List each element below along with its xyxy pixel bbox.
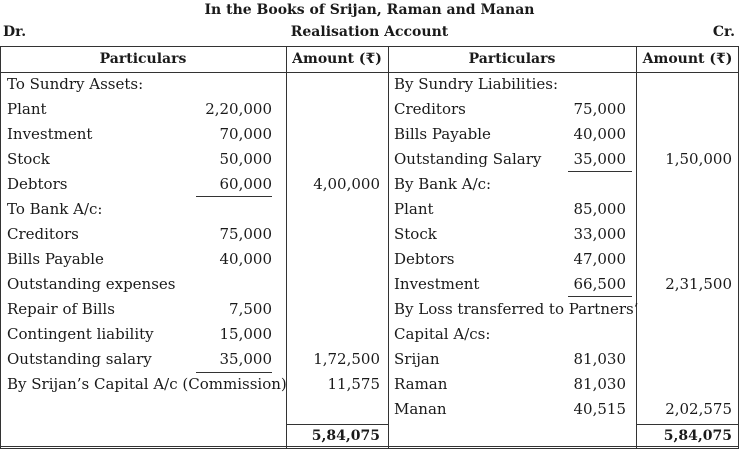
debit-row-label: Contingent liability bbox=[7, 325, 154, 343]
debit-row-amount: 4,00,000 bbox=[313, 175, 380, 193]
credit-row-amount bbox=[636, 297, 732, 322]
credit-row-amount bbox=[636, 197, 732, 222]
credit-row-label: Raman bbox=[394, 375, 448, 393]
debit-row-amount bbox=[286, 297, 380, 322]
credit-row-amount bbox=[636, 172, 732, 197]
credit-row-label: Investment bbox=[394, 275, 480, 293]
credit-row-label: Outstanding Salary bbox=[394, 150, 542, 168]
credit-row-amount bbox=[636, 372, 732, 397]
debit-row-label: Outstanding expenses bbox=[7, 275, 176, 293]
credit-row-label: Manan bbox=[394, 400, 447, 418]
debit-row-amount bbox=[286, 247, 380, 272]
account-title: Realisation Account bbox=[290, 24, 449, 40]
debit-row-label: To Bank A/c: bbox=[7, 200, 103, 218]
credit-row-sub-amount: 40,515 bbox=[573, 400, 626, 418]
debit-row-amount bbox=[286, 272, 380, 297]
debit-row-label: Creditors bbox=[7, 225, 79, 243]
debit-row-sub-amount bbox=[172, 397, 272, 422]
debit-row-amount: 1,72,500 bbox=[313, 350, 380, 368]
debit-row-amount bbox=[286, 122, 380, 147]
debit-row-amount bbox=[286, 72, 380, 97]
debit-row-label: Investment bbox=[7, 125, 93, 143]
credit-row-sub-amount: 85,000 bbox=[573, 200, 626, 218]
credit-row-label: Capital A/cs: bbox=[394, 325, 491, 343]
debit-row-sub-amount: 40,000 bbox=[219, 250, 272, 268]
debit-row-sub-amount: 7,500 bbox=[229, 300, 272, 318]
debit-row-sub-amount: 60,000 bbox=[219, 175, 272, 193]
credit-row-label: Plant bbox=[394, 200, 434, 218]
debit-row-amount bbox=[286, 147, 380, 172]
credit-row-label: Srijan bbox=[394, 350, 440, 368]
debit-row-amount bbox=[286, 97, 380, 122]
debit-row-sub-amount: 35,000 bbox=[219, 350, 272, 368]
credit-row-label: Debtors bbox=[394, 250, 455, 268]
debit-row-amount bbox=[286, 197, 380, 222]
center-divider bbox=[388, 46, 389, 448]
left-particulars-heading: Particulars bbox=[99, 51, 187, 67]
debit-row-label: By Srijan’s Capital A/c (Commission) bbox=[7, 375, 287, 393]
debit-row-amount bbox=[286, 322, 380, 347]
credit-row-sub-amount: 33,000 bbox=[573, 225, 626, 243]
debit-row-amount: 11,575 bbox=[327, 375, 380, 393]
credit-row-label: Creditors bbox=[394, 100, 466, 118]
debit-row-label: Outstanding salary bbox=[7, 350, 152, 368]
table-top-rule bbox=[0, 46, 739, 47]
debit-row-sub-amount: 75,000 bbox=[219, 225, 272, 243]
right-total: 5,84,075 bbox=[663, 428, 732, 444]
credit-row-label: By Loss transferred to Partners’ bbox=[394, 300, 639, 318]
credit-row-sub-amount: 47,000 bbox=[573, 250, 626, 268]
credit-row-label: Stock bbox=[394, 225, 437, 243]
debit-row-label: To Sundry Assets: bbox=[7, 75, 144, 93]
debit-label: Dr. bbox=[3, 24, 27, 40]
debit-row-label: Repair of Bills bbox=[7, 300, 115, 318]
credit-row-amount bbox=[636, 72, 732, 97]
credit-row-sub-amount: 35,000 bbox=[573, 150, 626, 168]
credit-row-amount: 2,02,575 bbox=[665, 400, 732, 418]
credit-row-sub-amount: 81,030 bbox=[573, 350, 626, 368]
debit-row-sub-amount: 50,000 bbox=[219, 150, 272, 168]
debit-row-sub-amount bbox=[172, 72, 272, 97]
credit-label: Cr. bbox=[712, 24, 735, 40]
debit-row-sub-amount: 70,000 bbox=[219, 125, 272, 143]
credit-row-sub-amount: 40,000 bbox=[573, 125, 626, 143]
debit-row-sub-amount bbox=[172, 272, 272, 297]
credit-row-amount bbox=[636, 222, 732, 247]
credit-row-sub-amount: 75,000 bbox=[573, 100, 626, 118]
debit-row-sub-amount: 2,20,000 bbox=[205, 100, 272, 118]
credit-row-sub-amount: 66,500 bbox=[573, 275, 626, 293]
credit-row-amount bbox=[636, 122, 732, 147]
debit-row-label: Stock bbox=[7, 150, 50, 168]
table-left-border bbox=[0, 46, 1, 448]
right-particulars-heading: Particulars bbox=[468, 51, 556, 67]
left-total: 5,84,075 bbox=[311, 428, 380, 444]
credit-row-sub-amount bbox=[526, 297, 626, 322]
statement-title: In the Books of Srijan, Raman and Manan bbox=[204, 2, 535, 18]
debit-row-sub-amount bbox=[172, 197, 272, 222]
credit-row-amount: 2,31,500 bbox=[665, 275, 732, 293]
debit-row-amount bbox=[286, 222, 380, 247]
credit-row-amount bbox=[636, 322, 732, 347]
debit-row-amount bbox=[286, 397, 380, 422]
credit-row-amount bbox=[636, 347, 732, 372]
credit-row-sub-amount: 81,030 bbox=[573, 375, 626, 393]
credit-row-sub-amount bbox=[526, 72, 626, 97]
credit-row-label: By Sundry Liabilities: bbox=[394, 75, 559, 93]
credit-row-amount bbox=[636, 247, 732, 272]
credit-row-label: Bills Payable bbox=[394, 125, 491, 143]
credit-row-label: By Bank A/c: bbox=[394, 175, 492, 193]
credit-row-amount: 1,50,000 bbox=[665, 150, 732, 168]
debit-row-label: Plant bbox=[7, 100, 47, 118]
debit-row-label: Debtors bbox=[7, 175, 68, 193]
debit-row-sub-amount: 15,000 bbox=[219, 325, 272, 343]
credit-row-sub-amount bbox=[526, 172, 626, 197]
debit-row-sub-amount bbox=[172, 372, 272, 397]
debit-row-label: Bills Payable bbox=[7, 250, 104, 268]
left-amount-heading: Amount (₹) bbox=[292, 51, 382, 67]
credit-row-sub-amount bbox=[526, 322, 626, 347]
credit-row-amount bbox=[636, 97, 732, 122]
right-amount-heading: Amount (₹) bbox=[642, 51, 733, 67]
